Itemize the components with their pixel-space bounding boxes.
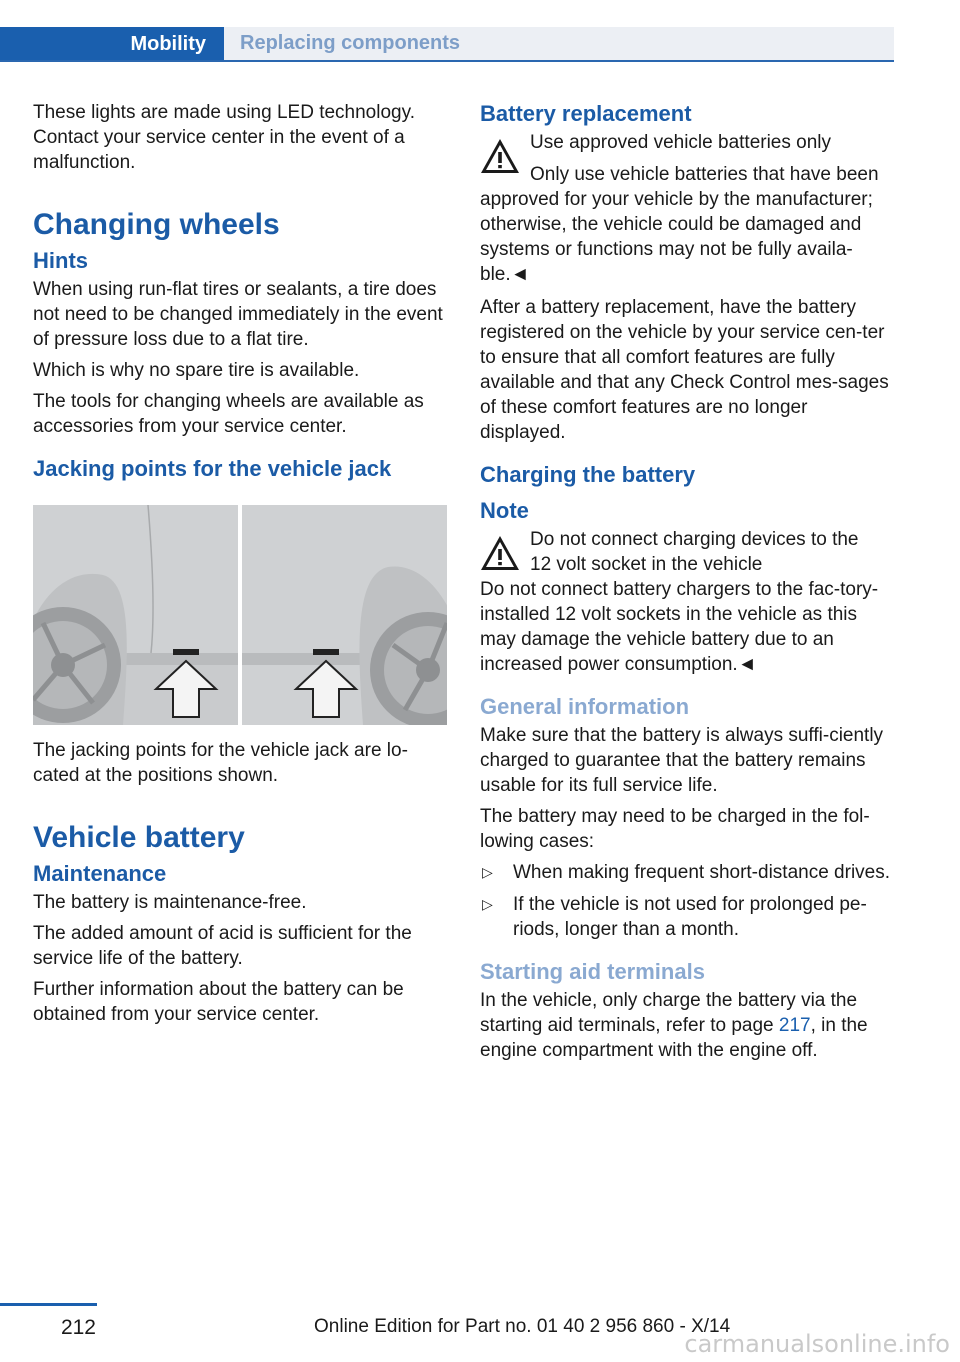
maintenance-para-3: Further information about the battery can be obtained from your service center. [33,979,404,1025]
hints-para-3: The tools for changing wheels are available as accessories from your service center. [33,391,424,437]
warning-line: Only use vehicle batteries that have been [530,164,879,185]
warning-icon [480,535,520,571]
warning-charging-devices [480,527,894,577]
warning-line: 12 volt socket in the vehicle [530,554,763,575]
tab-replacing-components[interactable]: Replacing components [224,27,894,60]
heading-general-information: General information [480,694,690,719]
heading-battery-replacement: Battery replacement [480,101,692,126]
edition-text: Online Edition for Part no. 01 40 2 956 860 - X/14 [314,1316,731,1337]
heading-starting-aid-terminals: Starting aid terminals [480,959,705,984]
warning-icon [480,138,520,174]
page-number: 212 [60,1316,96,1339]
header-rule [0,60,894,62]
hints-para-1: When using run-flat tires or sealants, a tire does not need to be changed immediately in the event of pressure loss due to a flat tire. [33,279,443,350]
starting-aid-text-end: , in the engine compartment with the engine off. [480,1015,868,1061]
warning-body: Do not connect battery chargers to the fac‐tory-installed 12 volt sockets in the vehicle as this may damage the vehicle battery due to an increased power consumption.◄ [480,579,879,675]
page-reference-link[interactable]: 217 [778,1015,811,1036]
starting-aid-text: In the vehicle, only charge the battery via the starting aid terminals, refer to page [480,990,858,1036]
heading-note: Note [480,498,529,523]
hints-para-2: Which is why no spare tire is available. [33,360,360,381]
list-item [480,860,894,885]
page-header [0,27,894,62]
intro-text: These lights are made using LED technology. Contact your service center in the event of a malfunction. [33,102,415,173]
tab-mobility[interactable]: Mobility [0,27,224,62]
jacking-caption: The jacking points for the vehicle jack are lo‐cated at the positions shown. [33,740,408,786]
right-column [480,100,894,1069]
warning-title: Do not connect charging devices to the [530,529,859,550]
heading-maintenance: Maintenance [33,861,167,886]
left-column [33,100,447,1033]
bullet-triangle-icon: ▷ [482,864,493,880]
footer-rule [0,1303,97,1306]
bullet-triangle-icon: ▷ [482,896,493,912]
heading-jacking-points: Jacking points for the vehicle jack [33,456,392,481]
heading-hints: Hints [33,248,88,273]
list-item-text: If the vehicle is not used for prolonged pe‐riods, longer than a month. [513,894,867,940]
warning-approved-batteries [480,130,894,187]
starting-aid-para [480,988,894,1063]
list-item-text: When making frequent short-distance drives. [513,862,891,883]
warning-body: approved for your vehicle by the manufacturer; otherwise, the vehicle could be damaged and systems or functions may not be fully availa‐ble.◄ [480,189,873,285]
jacking-points-illustration [33,505,447,725]
heading-changing-wheels: Changing wheels [33,208,280,241]
general-para-1: Make sure that the battery is always suffi‐ciently charged to guarantee that the battery remains usable for its full service life. [480,725,884,796]
heading-charging-battery: Charging the battery [480,462,696,487]
battery-replacement-para: After a battery replacement, have the battery registered on the vehicle by your service cen‐ter to ensure that all comfort features are fully available and that any Check Control mes‐sages of these comfort features are no longer displayed. [480,297,889,443]
watermark: carmanualsonline.info [684,1330,950,1358]
maintenance-para-2: The added amount of acid is sufficient for the service life of the battery. [33,923,412,969]
maintenance-para-1: The battery is maintenance-free. [33,892,307,913]
list-item [480,892,894,942]
heading-vehicle-battery: Vehicle battery [33,821,245,854]
general-para-2: The battery may need to be charged in the fol‐lowing cases: [480,806,870,852]
warning-title: Use approved vehicle batteries only [530,132,832,153]
